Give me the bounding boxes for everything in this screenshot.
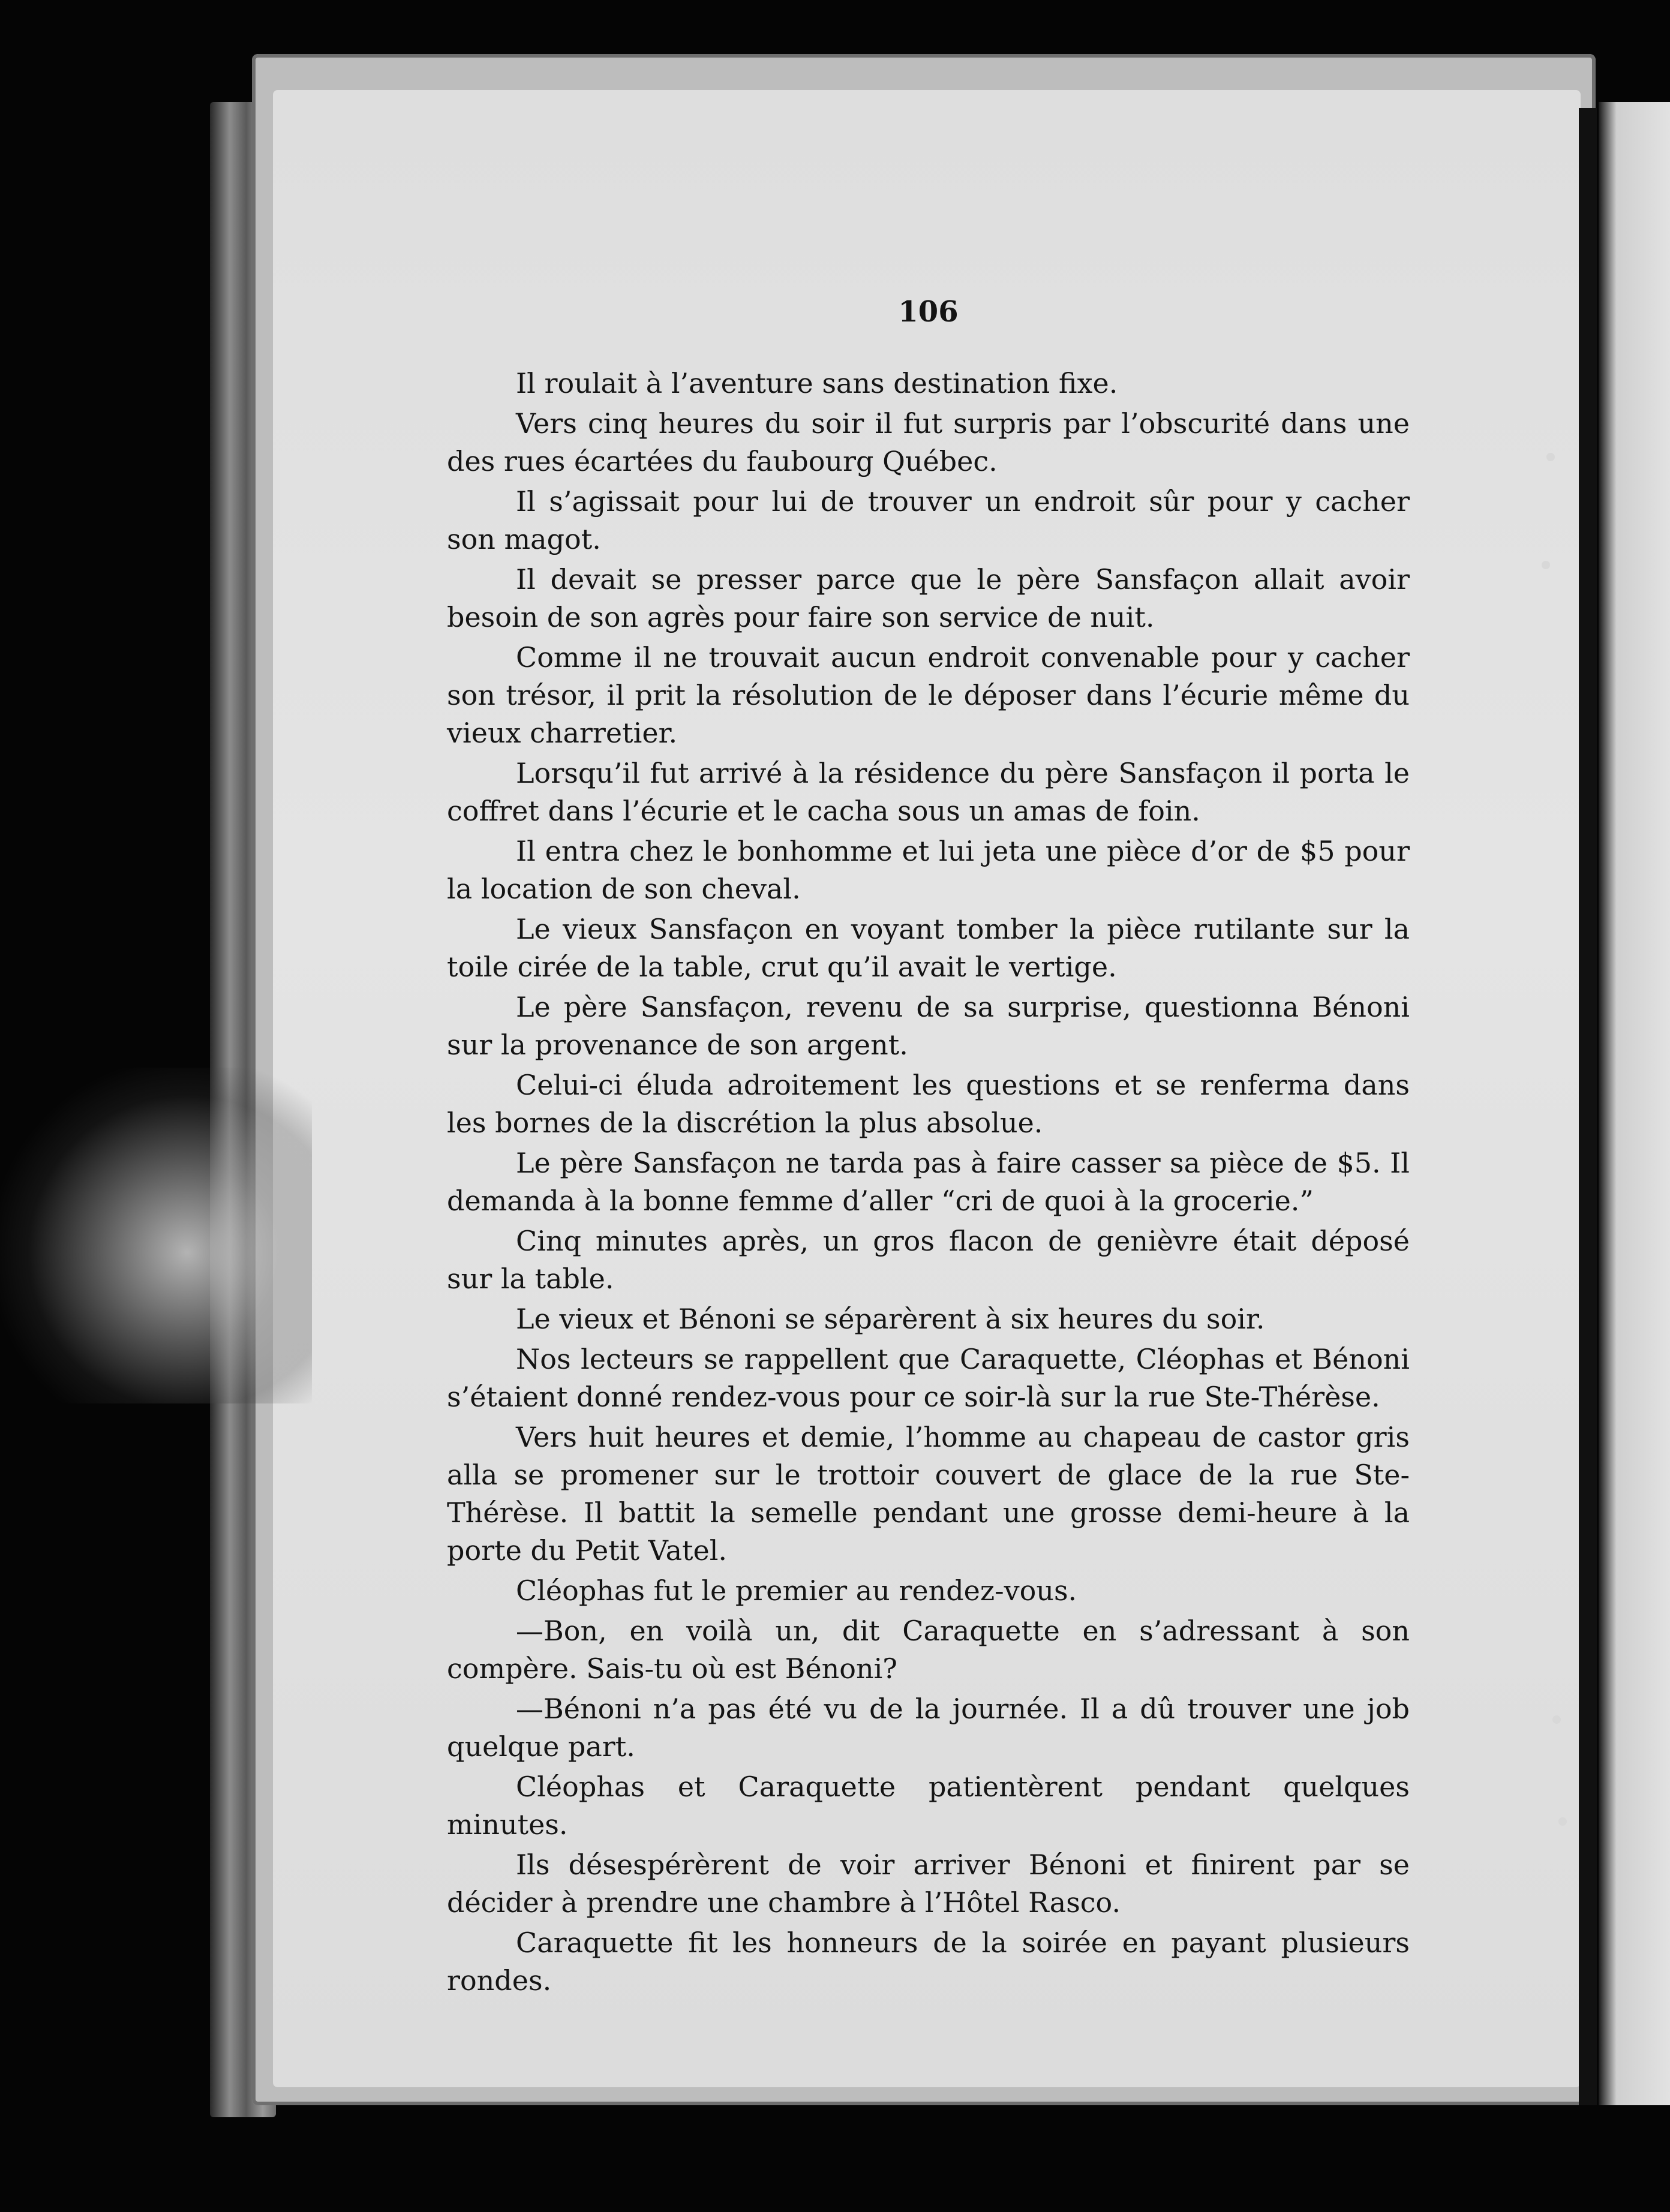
paragraph: Le vieux Sansfaçon en voyant tomber la pièce rutilante sur la toile cirée de la table, crut qu’il avait le vertige.	[447, 913, 1410, 983]
facing-page-edge	[1599, 102, 1670, 2105]
paragraph: Cléophas fut le premier au rendez-vous.	[516, 1574, 1077, 1607]
margin-speck	[1542, 561, 1550, 569]
paragraph: Cléophas et Caraquette patientèrent pendant quelques minutes.	[447, 1771, 1410, 1841]
paragraph: Le père Sansfaçon ne tarda pas à faire casser sa pièce de $5. Il demanda à la bonne femme d’aller “cri de quoi à la grocerie.”	[447, 1147, 1410, 1217]
paragraph: Vers huit heures et demie, l’homme au chapeau de castor gris alla se promener sur le trottoir couvert de glace de la rue Ste-Thérèse. Il battit la semelle pendant une grosse demi-heure à la porte du Petit Vatel.	[447, 1421, 1410, 1567]
paragraph: Lorsqu’il fut arrivé à la résidence du père Sansfaçon il porta le coffret dans l’écurie et le cacha sous un amas de foin.	[447, 757, 1410, 827]
paragraph: Celui-ci éluda adroitement les questions et se renferma dans les bornes de la discrétion la plus absolue.	[447, 1069, 1410, 1139]
paragraph: Le père Sansfaçon, revenu de sa surprise, questionna Bénoni sur la provenance de son argent.	[447, 991, 1410, 1061]
facing-page-gutter	[1579, 108, 1597, 2105]
paragraph: Il s’agissait pour lui de trouver un endroit sûr pour y cacher son magot.	[447, 485, 1410, 555]
paragraph: Il entra chez le bonhomme et lui jeta une pièce d’or de $5 pour la location de son cheval.	[447, 835, 1410, 905]
paragraph: Il roulait à l’aventure sans destination fixe.	[516, 367, 1118, 399]
page-number: 106	[898, 295, 959, 329]
paragraph: Il devait se presser parce que le père Sansfaçon allait avoir besoin de son agrès pour faire son service de nuit.	[447, 563, 1410, 633]
paragraph: —Bon, en voilà un, dit Caraquette en s’adressant à son compère. Sais-tu où est Bénoni?	[447, 1615, 1410, 1685]
paragraph: Caraquette fit les honneurs de la soirée en payant plusieurs rondes.	[447, 1927, 1410, 1997]
margin-speck	[1552, 1715, 1561, 1724]
paragraph: Ils désespérèrent de voir arriver Bénoni et finirent par se décider à prendre une chambre à l’Hôtel Rasco.	[447, 1849, 1410, 1919]
margin-speck	[1546, 453, 1555, 461]
paragraph: Nos lecteurs se rappellent que Caraquette, Cléophas et Bénoni s’étaient donné rendez-vous pour ce soir-là sur la rue Ste-Thérèse.	[447, 1343, 1410, 1413]
paragraph: Le vieux et Bénoni se séparèrent à six heures du soir.	[516, 1303, 1265, 1335]
paragraph: Vers cinq heures du soir il fut surpris par l’obscurité dans une des rues écartées du faubourg Québec.	[447, 407, 1410, 477]
paper-damage-stain	[0, 1068, 312, 1403]
paragraph: Cinq minutes après, un gros flacon de genièvre était déposé sur la table.	[447, 1225, 1410, 1295]
margin-speck	[1558, 1817, 1567, 1826]
paragraph: —Bénoni n’a pas été vu de la journée. Il a dû trouver une job quelque part.	[447, 1693, 1410, 1763]
paragraph: Comme il ne trouvait aucun endroit convenable pour y cacher son trésor, il prit la résolution de le déposer dans l’écurie même du vieux charretier.	[447, 641, 1410, 749]
body-text	[447, 365, 1410, 2002]
